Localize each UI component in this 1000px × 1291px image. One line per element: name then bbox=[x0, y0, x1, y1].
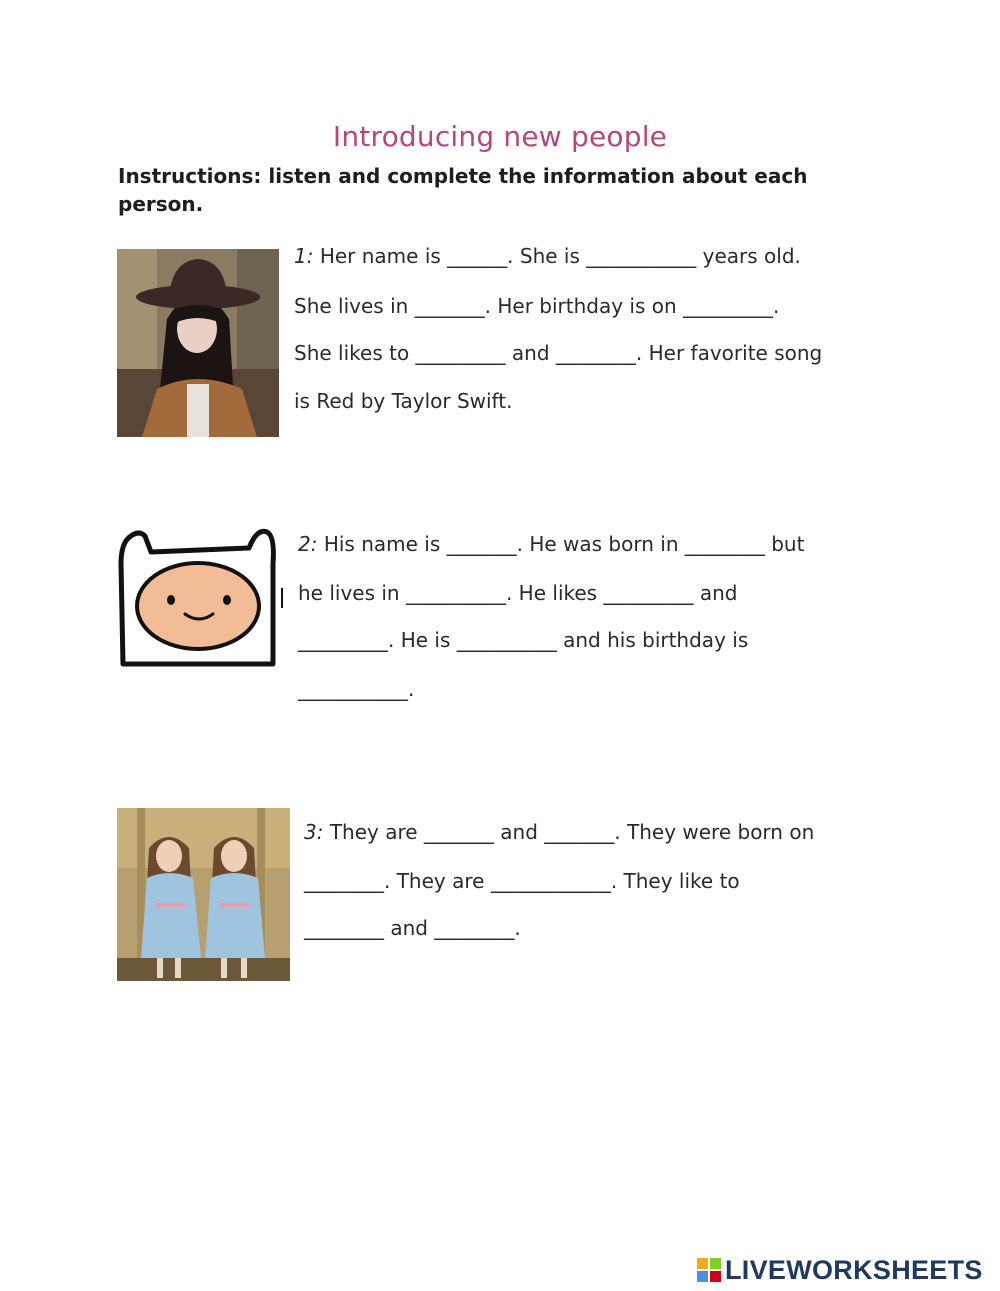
answer-blank[interactable]: _______ bbox=[414, 294, 485, 318]
answer-blank[interactable]: ________ bbox=[304, 869, 384, 893]
answer-blank[interactable]: ___________ bbox=[298, 677, 408, 701]
answer-blank[interactable]: _________ bbox=[603, 581, 694, 605]
logo-text: LIVEWORKSHEETS bbox=[725, 1254, 983, 1285]
item-3-line-2: ________. They are ____________. They like to bbox=[304, 869, 740, 893]
item-3-line-3: ________ and ________. bbox=[304, 916, 521, 940]
item-2-line-2: he lives in __________. He likes _________ and bbox=[298, 581, 738, 605]
answer-blank[interactable]: ________ bbox=[434, 916, 515, 940]
answer-blank[interactable]: _________ bbox=[298, 628, 388, 652]
liveworksheets-logo-icon bbox=[697, 1258, 721, 1282]
person-2-drawing bbox=[117, 524, 287, 670]
answer-blank[interactable]: _______ bbox=[446, 532, 517, 556]
item-2-number: 2: bbox=[298, 532, 318, 556]
item-3-line-1: 3: They are _______ and _______. They were born on bbox=[304, 820, 815, 844]
item-2-line-1: 2: His name is _______. He was born in ________ but bbox=[298, 532, 805, 556]
answer-blank[interactable]: ________ bbox=[684, 532, 765, 556]
answer-blank[interactable]: ___________ bbox=[586, 244, 697, 268]
item-1-line-3: She likes to _________ and ________. Her favorite song bbox=[294, 341, 823, 365]
answer-blank[interactable]: _______ bbox=[544, 820, 615, 844]
answer-blank[interactable]: __________ bbox=[405, 581, 506, 605]
answer-blank[interactable]: ________ bbox=[304, 916, 384, 940]
answer-blank[interactable]: _______ bbox=[423, 820, 494, 844]
worksheet-title: Introducing new people bbox=[332, 120, 668, 153]
item-2-line-4: ___________. bbox=[298, 677, 415, 701]
answer-blank[interactable]: ________ bbox=[555, 341, 636, 365]
person-1-photo bbox=[117, 249, 279, 437]
item-1-number: 1: bbox=[294, 244, 314, 268]
answer-blank[interactable]: __________ bbox=[456, 628, 557, 652]
answer-blank[interactable]: _________ bbox=[683, 294, 774, 318]
item-1-line-4: is Red by Taylor Swift. bbox=[294, 389, 513, 413]
liveworksheets-logo bbox=[697, 1256, 983, 1284]
person-3-photo bbox=[117, 808, 290, 981]
item-2-line-3: _________. He is __________ and his birthday is bbox=[298, 628, 749, 652]
instructions-text: Instructions: listen and complete the information about each person. bbox=[118, 164, 808, 216]
answer-blank[interactable]: _________ bbox=[415, 341, 506, 365]
answer-blank[interactable]: ______ bbox=[447, 244, 508, 268]
item-1-line-1: 1: Her name is ______. She is ___________ years old. bbox=[294, 244, 801, 268]
item-1-line-2: She lives in _______. Her birthday is on _________. bbox=[294, 294, 780, 318]
item-3-number: 3: bbox=[304, 820, 324, 844]
answer-blank[interactable]: ____________ bbox=[490, 869, 611, 893]
